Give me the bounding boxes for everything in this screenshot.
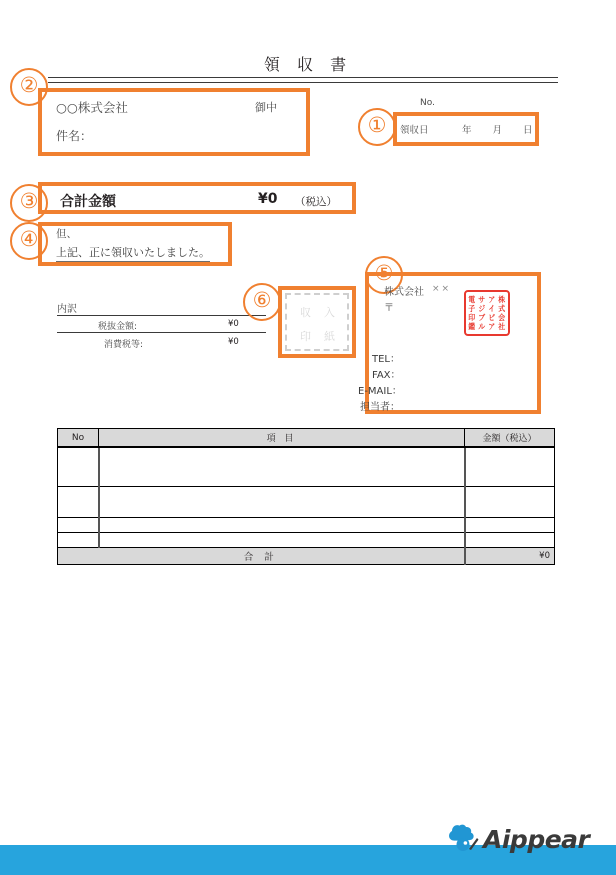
issuer-postal-mark: 〒 bbox=[384, 303, 394, 314]
table-cell-amount[interactable] bbox=[465, 532, 555, 547]
receipt-date-fields: 年 月 日 bbox=[462, 125, 542, 136]
seal-char: イ bbox=[488, 303, 496, 313]
revenue-stamp-char-2: 入 bbox=[324, 306, 335, 319]
table-cell-amount[interactable] bbox=[465, 447, 555, 486]
breakdown-rule-middle bbox=[57, 332, 266, 333]
table-header-amount: 金額（税込） bbox=[465, 429, 555, 448]
seal-char: 子 bbox=[468, 303, 476, 313]
table-cell-item[interactable] bbox=[99, 447, 465, 486]
issuer-email-label: E-MAIL： bbox=[358, 386, 402, 397]
seal-char: ア bbox=[488, 294, 496, 304]
total-amount-label: 合計金額 bbox=[60, 194, 116, 210]
cloud-icon bbox=[440, 823, 480, 855]
seal-char: ル bbox=[478, 322, 486, 332]
revenue-stamp-placeholder bbox=[285, 293, 349, 351]
subject-label: 件名： bbox=[56, 129, 93, 143]
table-cell-item[interactable] bbox=[99, 486, 465, 517]
breakdown-rule-top bbox=[57, 315, 266, 316]
receipt-no-label: No. bbox=[420, 98, 435, 108]
table-cell-no[interactable] bbox=[58, 447, 99, 486]
total-amount-value: ¥0 bbox=[258, 191, 278, 207]
note-line-2: 上記、正に領収いたしました。 bbox=[56, 244, 210, 262]
seal-char: ビ bbox=[488, 313, 496, 322]
table-cell-item[interactable] bbox=[99, 532, 465, 547]
table-row[interactable] bbox=[58, 532, 555, 547]
seal-char: 電 bbox=[468, 294, 476, 304]
table-cell-amount[interactable] bbox=[465, 517, 555, 532]
table-cell-amount[interactable] bbox=[465, 486, 555, 517]
seal-char: 社 bbox=[498, 322, 506, 332]
revenue-stamp-char-3: 印 bbox=[300, 330, 311, 343]
table-header-no: No bbox=[58, 429, 99, 448]
brand-name: Aippear bbox=[483, 824, 590, 854]
table-header-item: 項 目 bbox=[99, 429, 465, 448]
table-header-row bbox=[58, 429, 555, 448]
note-line-1: 但、 bbox=[56, 228, 77, 240]
annotation-marker-4: ④ bbox=[10, 222, 48, 260]
issuer-tel-label: TEL： bbox=[372, 354, 400, 365]
breakdown-value-pretax: ¥0 bbox=[228, 319, 239, 329]
breakdown-label-tax: 消費税等: bbox=[104, 340, 144, 350]
annotation-marker-2: ② bbox=[10, 68, 48, 106]
table-total-value: ¥0 bbox=[465, 547, 555, 564]
issuer-fax-label: FAX： bbox=[372, 370, 401, 381]
title-double-rule bbox=[48, 77, 558, 83]
table-cell-item[interactable] bbox=[99, 517, 465, 532]
annotation-marker-3: ③ bbox=[10, 184, 48, 222]
table-total-label: 合 計 bbox=[58, 547, 465, 564]
seal-char: 鑑 bbox=[468, 322, 476, 332]
revenue-stamp-char-1: 収 bbox=[300, 306, 311, 319]
seal-char: ジ bbox=[478, 303, 486, 313]
breakdown-value-tax: ¥0 bbox=[228, 337, 239, 347]
page-title: 領 収 書 bbox=[263, 55, 353, 74]
seal-char: ア bbox=[488, 322, 496, 332]
seal-column-2 bbox=[487, 295, 497, 332]
seal-char: 会 bbox=[498, 313, 506, 322]
table-total-row bbox=[58, 547, 555, 564]
annotation-marker-1: ① bbox=[358, 108, 396, 146]
seal-column-1 bbox=[497, 295, 507, 332]
issuer-person-in-charge-label: 担当者： bbox=[360, 402, 400, 413]
revenue-stamp-char-4: 紙 bbox=[324, 330, 335, 343]
recipient-honorific: 御中 bbox=[255, 101, 277, 114]
table-row[interactable] bbox=[58, 486, 555, 517]
seal-column-3 bbox=[477, 295, 487, 332]
total-amount-tax-note: （税込） bbox=[295, 196, 337, 208]
breakdown-title: 内訳 bbox=[57, 304, 77, 315]
seal-column-4 bbox=[467, 295, 477, 332]
table-cell-no[interactable] bbox=[58, 532, 99, 547]
receipt-date-label: 領収日 bbox=[400, 125, 429, 136]
annotation-marker-6: ⑥ bbox=[243, 283, 281, 321]
company-seal-stamp bbox=[464, 290, 510, 336]
table-row[interactable] bbox=[58, 447, 555, 486]
table-cell-no[interactable] bbox=[58, 486, 99, 517]
seal-char: 株 bbox=[498, 294, 506, 304]
recipient-company-name: ○○株式会社 bbox=[56, 100, 128, 115]
table-cell-no[interactable] bbox=[58, 517, 99, 532]
annotation-marker-5: ⑤ bbox=[365, 256, 403, 294]
table-row[interactable] bbox=[58, 517, 555, 532]
brand-logo bbox=[440, 820, 616, 858]
seal-char: ブ bbox=[478, 313, 486, 322]
seal-char: 式 bbox=[498, 303, 506, 313]
seal-char: サ bbox=[478, 294, 486, 304]
breakdown-label-pretax: 税抜金額: bbox=[98, 322, 138, 332]
items-table bbox=[57, 428, 555, 565]
seal-char: 印 bbox=[468, 313, 476, 322]
issuer-company-suffix: ×× bbox=[432, 284, 452, 294]
issuer-company-name: 株式会社 bbox=[384, 287, 424, 298]
